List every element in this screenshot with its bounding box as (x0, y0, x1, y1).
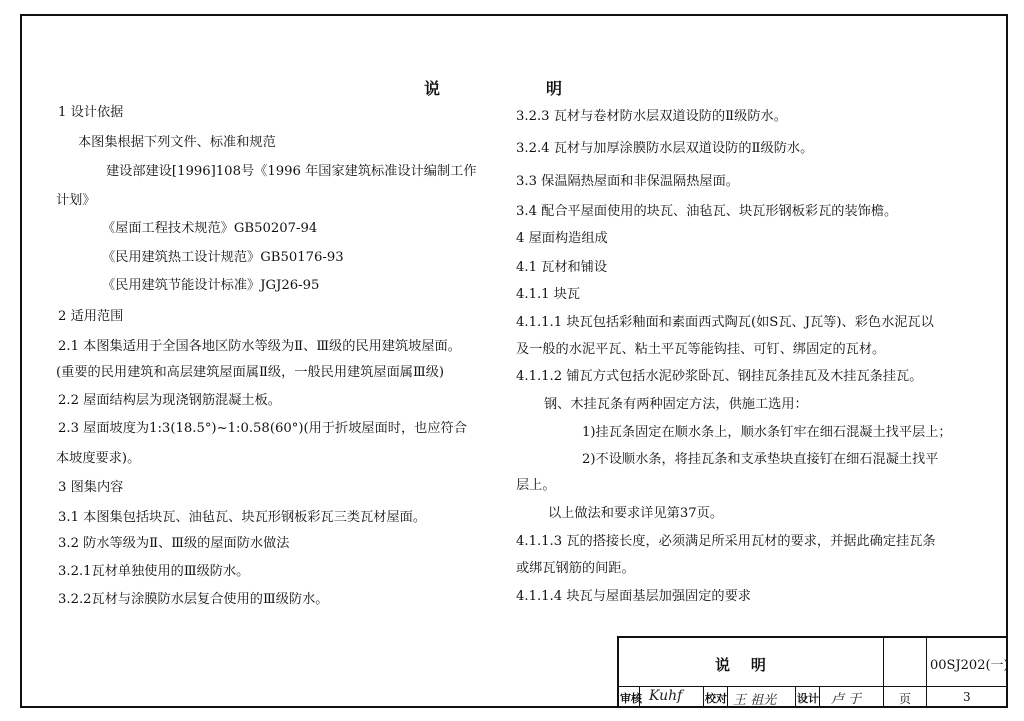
list-item: 2)不设顺水条，将挂瓦条和支承垫块直接钉在细石混凝土找平 (582, 452, 939, 467)
paragraph-line: 3.2.1瓦材单独使用的Ⅲ级防水。 (58, 564, 250, 579)
section-heading: 3 图集内容 (58, 480, 124, 495)
paragraph-line: 3.3 保温隔热屋面和非保温隔热屋面。 (516, 174, 739, 189)
paragraph-line: 2.2 屋面结构层为现浇钢筋混凝土板。 (58, 393, 281, 408)
atlas-number: 00SJ202(一) (930, 658, 1009, 673)
paragraph-line: 3.2.4 瓦材与加厚涂膜防水层双道设防的Ⅱ级防水。 (516, 141, 814, 156)
paragraph-line: 建设部建设[1996]108号《1996 年国家建筑标准设计编制工作 (106, 164, 477, 179)
paragraph-line: 4.1.1.3 瓦的搭接长度，必须满足所采用瓦材的要求，并据此确定挂瓦条 (516, 534, 936, 549)
paragraph-line: (重要的民用建筑和高层建筑屋面属Ⅱ级，一般民用建筑屋面属Ⅲ级) (56, 365, 445, 380)
paragraph-line: 2.3 屋面坡度为1:3(18.5°)~1:0.58(60°)(用于折坡屋面时，也应符合 (58, 421, 467, 436)
paragraph-line: 3.2.2瓦材与涂膜防水层复合使用的Ⅲ级防水。 (58, 592, 329, 607)
paragraph-line: 3.4 配合平屋面使用的块瓦、油毡瓦、块瓦形钢板彩瓦的装饰檐。 (516, 204, 898, 219)
paragraph-line: 层上。 (516, 478, 556, 493)
drawing-title: 说 明 (715, 656, 766, 674)
title-block-divider (727, 686, 728, 708)
title-block-divider (883, 638, 884, 708)
reference-item: 《民用建筑热工设计规范》GB50176-93 (102, 250, 344, 265)
review-label: 审核 (620, 692, 642, 705)
section-heading: 2 适用范围 (58, 309, 124, 324)
list-item: 1)挂瓦条固定在顺水条上，顺水条钉牢在细石混凝土找平层上； (582, 425, 952, 440)
title-block-divider (926, 638, 927, 708)
section-heading: 1 设计依据 (58, 105, 124, 120)
paragraph-line: 3.1 本图集包括块瓦、油毡瓦、块瓦形钢板彩瓦三类瓦材屋面。 (58, 510, 427, 525)
check-label: 校对 (705, 692, 727, 705)
page-number: 3 (963, 690, 971, 704)
paragraph-line: 4.1.1.2 铺瓦方式包括水泥砂浆卧瓦、钢挂瓦条挂瓦及木挂瓦条挂瓦。 (516, 369, 923, 384)
design-signature: 卢 于 (831, 692, 862, 707)
title-block (617, 636, 1008, 708)
reference-item: 《屋面工程技术规范》GB50207-94 (102, 221, 318, 236)
title-block-divider (795, 686, 796, 708)
title-char-left: 说 (424, 79, 441, 98)
paragraph-line: 钢、木挂瓦条有两种固定方法，供施工选用： (544, 397, 808, 412)
design-label: 设计 (797, 692, 819, 705)
paragraph-line: 3.2.3 瓦材与卷材防水层双道设防的Ⅱ级防水。 (516, 109, 787, 124)
paragraph-line: 4.1.1.4 块瓦与屋面基层加强固定的要求 (516, 589, 751, 604)
paragraph-line: 及一般的水泥平瓦、粘土平瓦等能钩挂、可钉、绑固定的瓦材。 (516, 342, 886, 357)
paragraph-line: 4.1.1 块瓦 (516, 287, 581, 302)
check-signature: 王 祖光 (733, 693, 777, 708)
paragraph-line: 3.2 防水等级为Ⅱ、Ⅲ级的屋面防水做法 (58, 536, 290, 551)
title-block-divider (703, 686, 704, 708)
paragraph-line: 2.1 本图集适用于全国各地区防水等级为Ⅱ、Ⅲ级的民用建筑坡屋面。 (58, 339, 461, 354)
paragraph-line: 或绑瓦钢筋的间距。 (516, 561, 635, 576)
review-signature: Kuhf (649, 688, 683, 704)
paragraph-line: 本坡度要求)。 (56, 451, 141, 466)
paragraph-line: 4.1.1.1 块瓦包括彩釉面和素面西式陶瓦(如S瓦、J瓦等)、彩色水泥瓦以 (516, 315, 934, 330)
title-block-divider (819, 686, 820, 708)
title-char-right: 明 (546, 79, 563, 98)
paragraph-line: 本图集根据下列文件、标准和规范 (78, 135, 276, 150)
paragraph-line: 以上做法和要求详见第37页。 (548, 506, 724, 521)
paragraph-line: 计划》 (56, 193, 96, 208)
page-label: 页 (899, 692, 912, 706)
reference-item: 《民用建筑节能设计标准》JGJ26-95 (102, 278, 320, 293)
title-block-divider (619, 686, 1008, 687)
paragraph-line: 4.1 瓦材和铺设 (516, 260, 608, 275)
section-heading: 4 屋面构造组成 (516, 231, 608, 246)
